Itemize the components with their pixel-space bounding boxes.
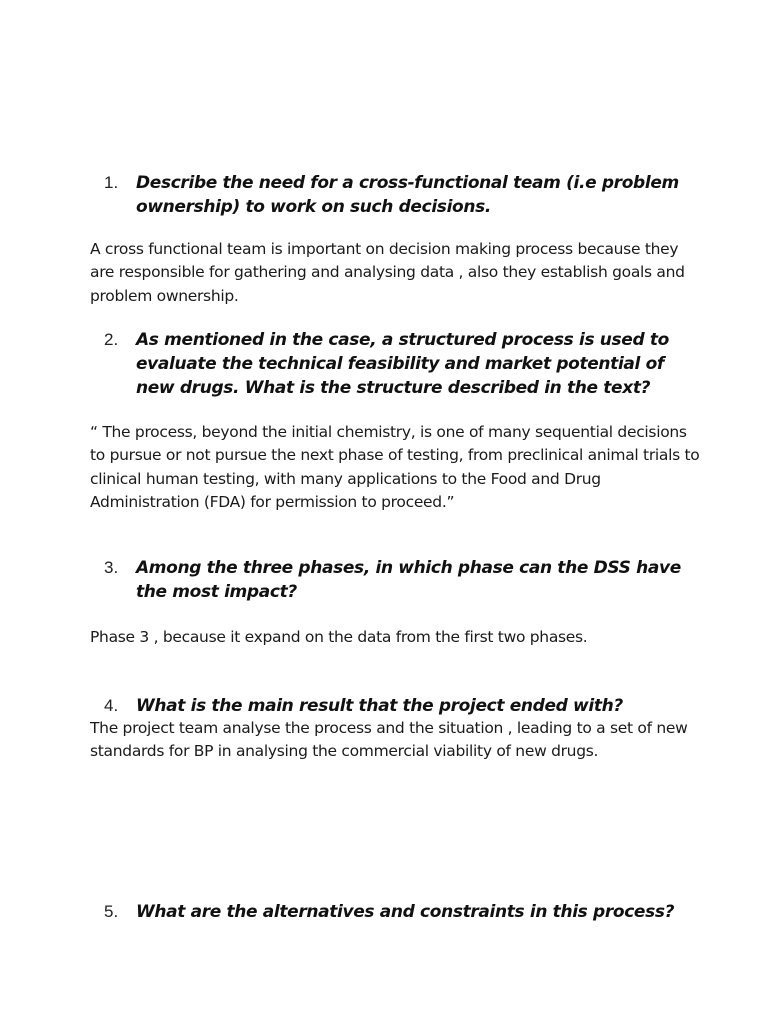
question-4-number: 4. (104, 696, 119, 715)
question-4-text: What is the main result that the project ended with? (136, 696, 623, 716)
question-1-number: 1. (104, 173, 119, 192)
question-1-text: Describe the need for a cross-functional team (i.e problem ownership) to work on such decisions. (136, 173, 679, 217)
question-5-text: What are the alternatives and constraints in this process? (136, 902, 675, 922)
answer-4-text: The project team analyse the process and the situation , leading to a set of new standards for BP in analysing the commercial viability of new drugs. (90, 719, 688, 761)
question-5-number: 5. (104, 902, 119, 921)
question-3-text: Among the three phases, in which phase can the DSS have the most impact? (136, 558, 681, 602)
answer-3-text: Phase 3 , because it expand on the data from the first two phases. (90, 628, 588, 646)
answer-1-text: A cross functional team is important on decision making process because they are responsible for gathering and analysing data , also they establish goals and problem ownership. (90, 240, 685, 305)
question-2-text: As mentioned in the case, a structured process is used to evaluate the technical feasibility and market potential of new drugs. What is the structure described in the text? (136, 330, 669, 398)
answer-2-text: “ The process, beyond the initial chemistry, is one of many sequential decisions to pursue or not pursue the next phase of testing, from preclinical animal trials to clinical human testing, with many applications to the Food and Drug Administration (FDA) for permission to proceed.” (90, 423, 700, 511)
question-2-number: 2. (104, 330, 119, 349)
question-3-number: 3. (104, 558, 119, 577)
